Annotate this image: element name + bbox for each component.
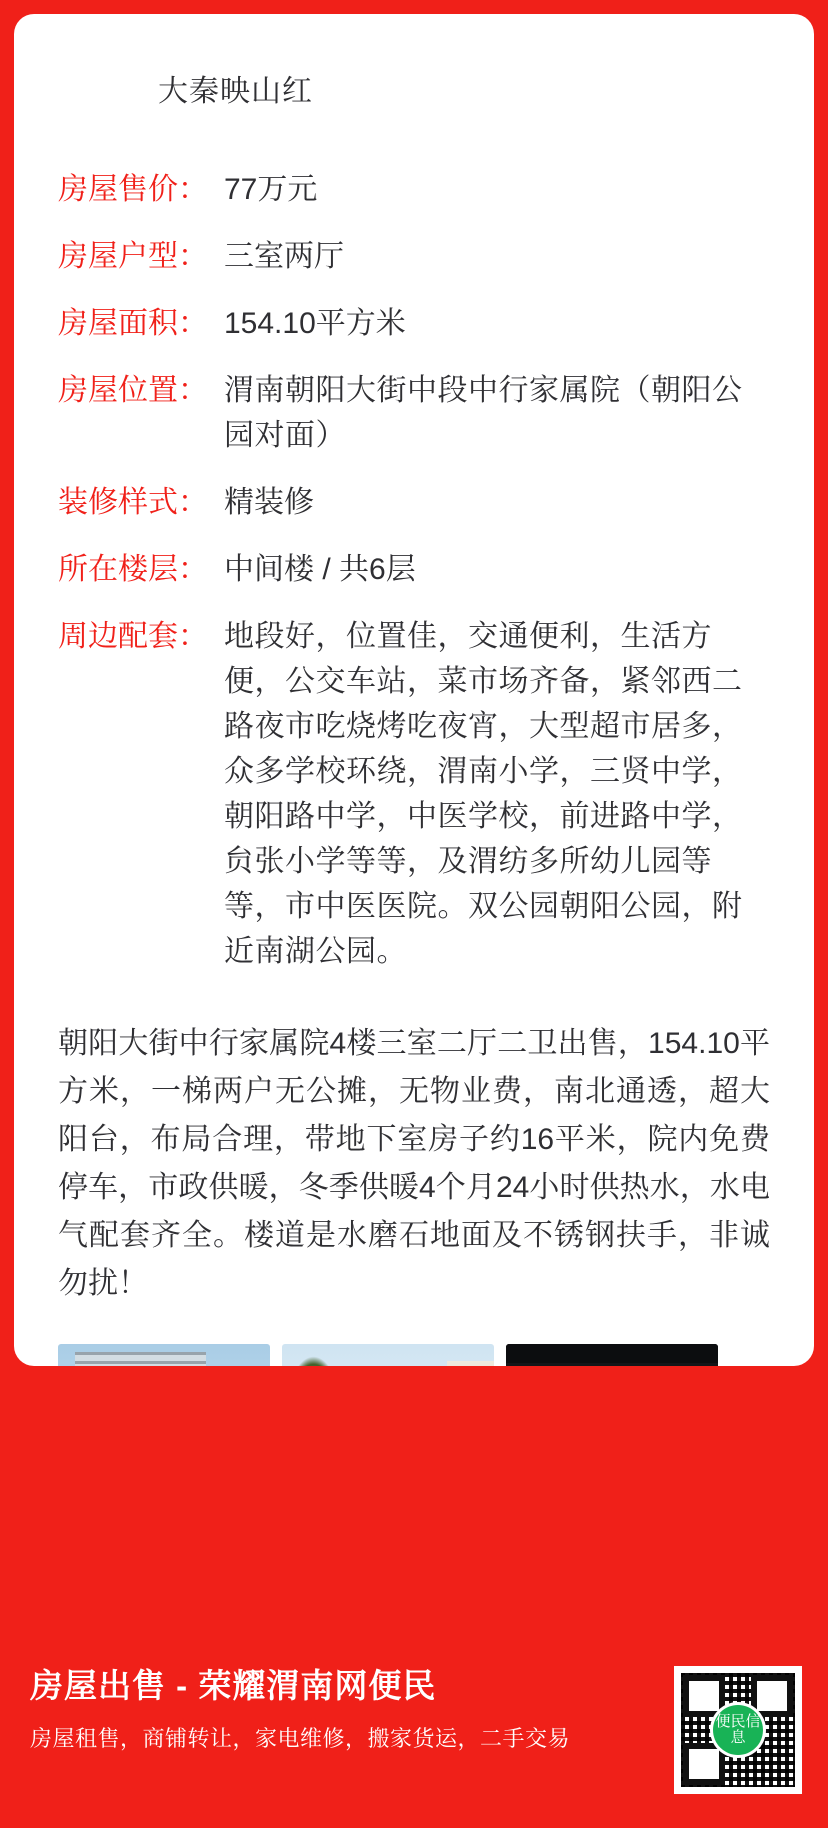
spec-value-price: 77万元 — [224, 173, 318, 206]
spec-row-price — [58, 167, 770, 212]
spec-row-area — [58, 301, 770, 346]
spec-row-floor — [58, 547, 770, 592]
spec-value-amenities: 地段好，位置佳，交通便利，生活方便，公交车站，菜市场齐备，紧邻西二路夜市吃烧烤吃夜宵，大型超市居多，众多学校环绕，渭南小学，三贤中学，朝阳路中学，中医学校，前进路中学，贠张小学等等，及渭纺多所幼儿园等等，市中医医院。双公园朝阳公园，附近南湖公园。 — [224, 620, 743, 968]
spec-label-floor: 所在楼层： — [58, 553, 208, 586]
spec-value-floor: 中间楼 / 共6层 — [224, 553, 416, 586]
spec-label-amenities: 周边配套： — [58, 620, 208, 653]
listing-description: 朝阳大街中行家属院4楼三室二厅二卫出售，154.10平方米，一梯两户无公摊，无物业费，南北通透，超大阳台，布局合理，带地下室房子约16平米，院内免费停车，市政供暖，冬季供暖4个月24小时供热水，水电气配套齐全。楼道是水磨石地面及不锈钢扶手，非诚勿扰！ — [58, 1027, 770, 1300]
phone-status-bar — [506, 1344, 718, 1363]
footer-subtitle: 房屋租售，商铺转让，家电维修，搬家货运，二手交易 — [30, 1725, 571, 1751]
qr-center-label: 便民信息 — [713, 1705, 763, 1755]
spec-label-area: 房屋面积： — [58, 307, 208, 340]
spec-value-layout: 三室两厅 — [224, 240, 344, 273]
vr-nav-bar — [506, 1363, 718, 1366]
photo-vr-floorplan[interactable] — [506, 1344, 718, 1366]
spec-row-amenities — [58, 614, 770, 974]
footer-text-block — [30, 1666, 674, 1756]
footer-banner — [0, 1640, 828, 1828]
spec-label-location: 房屋位置： — [58, 374, 208, 407]
qr-eye-top-left — [683, 1675, 725, 1717]
spec-row-decoration — [58, 480, 770, 525]
footer-title: 房屋出售 - 荣耀渭南网便民 — [30, 1667, 437, 1704]
spec-row-layout — [58, 234, 770, 279]
spec-label-decoration: 装修样式： — [58, 486, 208, 519]
photo-bank-building[interactable] — [58, 1344, 270, 1366]
photo-residential-yard[interactable] — [282, 1344, 494, 1366]
spec-label-price: 房屋售价： — [58, 173, 208, 206]
photo-gallery — [58, 1344, 770, 1366]
page-title: 大秦映山红 — [158, 75, 313, 108]
spec-value-area: 154.10平方米 — [224, 307, 406, 340]
spec-list — [58, 167, 770, 974]
spec-row-location — [58, 368, 770, 458]
listing-card — [14, 14, 814, 1366]
qr-matrix — [681, 1673, 795, 1787]
tree-shape — [286, 1356, 341, 1366]
qr-eye-bottom-left — [683, 1743, 725, 1785]
qr-eye-top-right — [751, 1675, 793, 1717]
spec-value-decoration: 精装修 — [224, 486, 314, 519]
qr-code[interactable] — [674, 1666, 802, 1794]
spec-label-layout: 房屋户型： — [58, 240, 208, 273]
spec-value-location: 渭南朝阳大街中段中行家属院（朝阳公园对面） — [224, 374, 743, 452]
